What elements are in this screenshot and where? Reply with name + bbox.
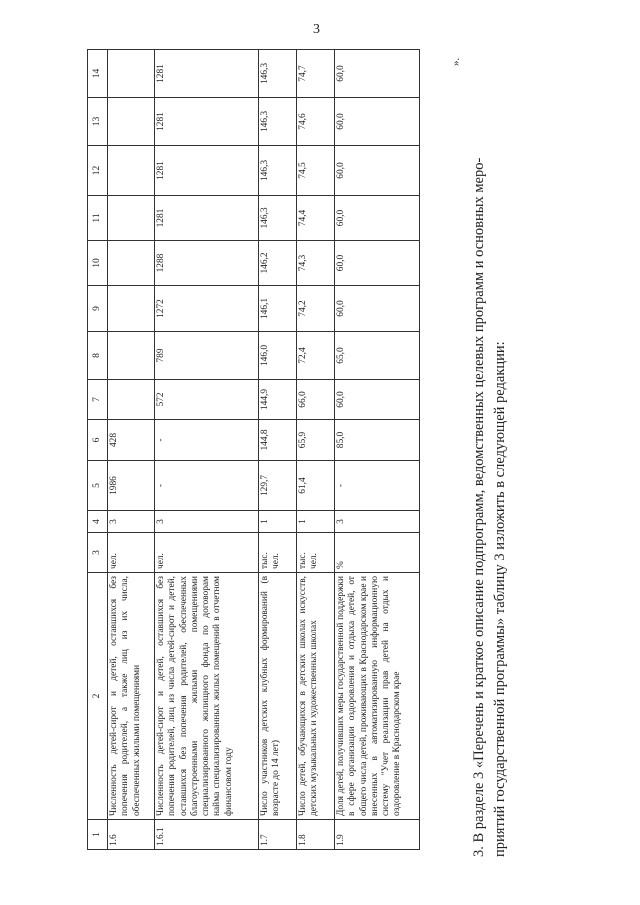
value-cell: 789: [155, 332, 259, 380]
value-cell: 144,9: [259, 380, 297, 420]
column-header: 6: [88, 420, 108, 461]
indicator-description-cell: Численность детей-сирот и детей, оставшихся без попечения родителей, а также лиц из их числа, обеспеченных жилыми помещениями: [108, 573, 155, 820]
value-cell: 1272: [155, 286, 259, 332]
value-cell: [108, 380, 155, 420]
value-cell: 74,5: [297, 146, 335, 196]
value-cell: 146,3: [259, 146, 297, 196]
column-header: 13: [88, 98, 108, 146]
unit-cell: чел.: [155, 533, 259, 573]
value-cell: [108, 196, 155, 241]
instruction-paragraph-line: 3. В разделе 3 «Перечень и краткое описание подпрограмм, ведомственных целевых программ и основных меро-: [471, 157, 487, 857]
value-cell: 146,1: [259, 286, 297, 332]
status-cell: 3: [155, 511, 259, 533]
column-header: 1: [88, 820, 108, 850]
status-cell: 3: [335, 511, 420, 533]
column-header: 2: [88, 573, 108, 820]
value-cell: 1986: [108, 461, 155, 511]
instruction-paragraph-line: приятий государственной программы» таблицу 3 изложить в следующей редакции:: [492, 341, 508, 857]
value-cell: 60,0: [335, 98, 420, 146]
indicator-description-cell: Число детей, обучающихся в детских школах искусств, детских музыкальных и художественных школах: [297, 573, 335, 820]
value-cell: [108, 50, 155, 98]
value-cell: [108, 146, 155, 196]
value-cell: 74,4: [297, 196, 335, 241]
column-header: 5: [88, 461, 108, 511]
table-row: [335, 50, 420, 850]
column-header: 14: [88, 50, 108, 98]
unit-cell: %: [335, 533, 420, 573]
indicator-description-cell: Доля детей, получивших меры государственной поддержки в сфере организации оздоровления и отдыха детей, от общего числа детей, проживающих в Краснодарском крае и внесенных в автоматизированную информационную систему "Учет реализации прав детей на отдых и оздоровление в Краснодарском крае: [335, 573, 420, 820]
column-header: 8: [88, 332, 108, 380]
table-row: [108, 50, 155, 850]
value-cell: 65,9: [297, 420, 335, 461]
value-cell: 146,2: [259, 241, 297, 286]
unit-cell: тыс. чел.: [297, 533, 335, 573]
value-cell: 1281: [155, 50, 259, 98]
value-cell: 85,0: [335, 420, 420, 461]
value-cell: 144,8: [259, 420, 297, 461]
value-cell: 1281: [155, 98, 259, 146]
column-header: 3: [88, 533, 108, 573]
row-number-cell: 1.6.1: [155, 820, 259, 850]
value-cell: 146,3: [259, 196, 297, 241]
value-cell: 72,4: [297, 332, 335, 380]
column-header: 9: [88, 286, 108, 332]
value-cell: 74,3: [297, 241, 335, 286]
indicators-table: [87, 49, 420, 850]
value-cell: 65,0: [335, 332, 420, 380]
table-row: [155, 50, 259, 850]
value-cell: 60,0: [335, 286, 420, 332]
row-number-cell: 1.7: [259, 820, 297, 850]
value-cell: [108, 286, 155, 332]
value-cell: [108, 98, 155, 146]
table-row: [259, 50, 297, 850]
indicator-description-cell: Число участников детских клубных формирований (в возрасте до 14 лет): [259, 573, 297, 820]
page-number: 3: [313, 22, 320, 37]
value-cell: [108, 241, 155, 286]
row-number-cell: 1.9: [335, 820, 420, 850]
column-header: 11: [88, 196, 108, 241]
row-number-cell: 1.6: [108, 820, 155, 850]
value-cell: 1281: [155, 146, 259, 196]
value-cell: 428: [108, 420, 155, 461]
value-cell: 60,0: [335, 241, 420, 286]
value-cell: 60,0: [335, 380, 420, 420]
value-cell: 74,7: [297, 50, 335, 98]
closing-quote: ».: [450, 57, 462, 66]
value-cell: 572: [155, 380, 259, 420]
row-number-cell: 1.8: [297, 820, 335, 850]
value-cell: [108, 332, 155, 380]
value-cell: 74,6: [297, 98, 335, 146]
indicator-description-cell: Численность детей-сирот и детей, оставшихся без попечения родителей, лиц из числа детей-сирот и детей, оставшихся без попечения родителей, обеспеченных благоустроенными жилыми помещениями специализированного жилищного фонда по договорам найма специализированных жилых помещений в отчетном финансовом году: [155, 573, 259, 820]
value-cell: 66,0: [297, 380, 335, 420]
column-header: 12: [88, 146, 108, 196]
value-cell: 60,0: [335, 146, 420, 196]
indicators-table-container: [87, 50, 420, 850]
value-cell: 1281: [155, 196, 259, 241]
value-cell: 1288: [155, 241, 259, 286]
table-row: [297, 50, 335, 850]
value-cell: 129,7: [259, 461, 297, 511]
value-cell: 146,0: [259, 332, 297, 380]
status-cell: 3: [108, 511, 155, 533]
value-cell: 60,0: [335, 196, 420, 241]
value-cell: -: [335, 461, 420, 511]
value-cell: 74,2: [297, 286, 335, 332]
column-header: 7: [88, 380, 108, 420]
status-cell: 1: [297, 511, 335, 533]
value-cell: -: [155, 461, 259, 511]
value-cell: 60,0: [335, 50, 420, 98]
value-cell: -: [155, 420, 259, 461]
column-header: 4: [88, 511, 108, 533]
value-cell: 61,4: [297, 461, 335, 511]
column-header: 10: [88, 241, 108, 286]
table-header-row: [88, 50, 108, 850]
unit-cell: тыс. чел.: [259, 533, 297, 573]
value-cell: 146,3: [259, 50, 297, 98]
status-cell: 1: [259, 511, 297, 533]
value-cell: 146,3: [259, 98, 297, 146]
unit-cell: чел.: [108, 533, 155, 573]
